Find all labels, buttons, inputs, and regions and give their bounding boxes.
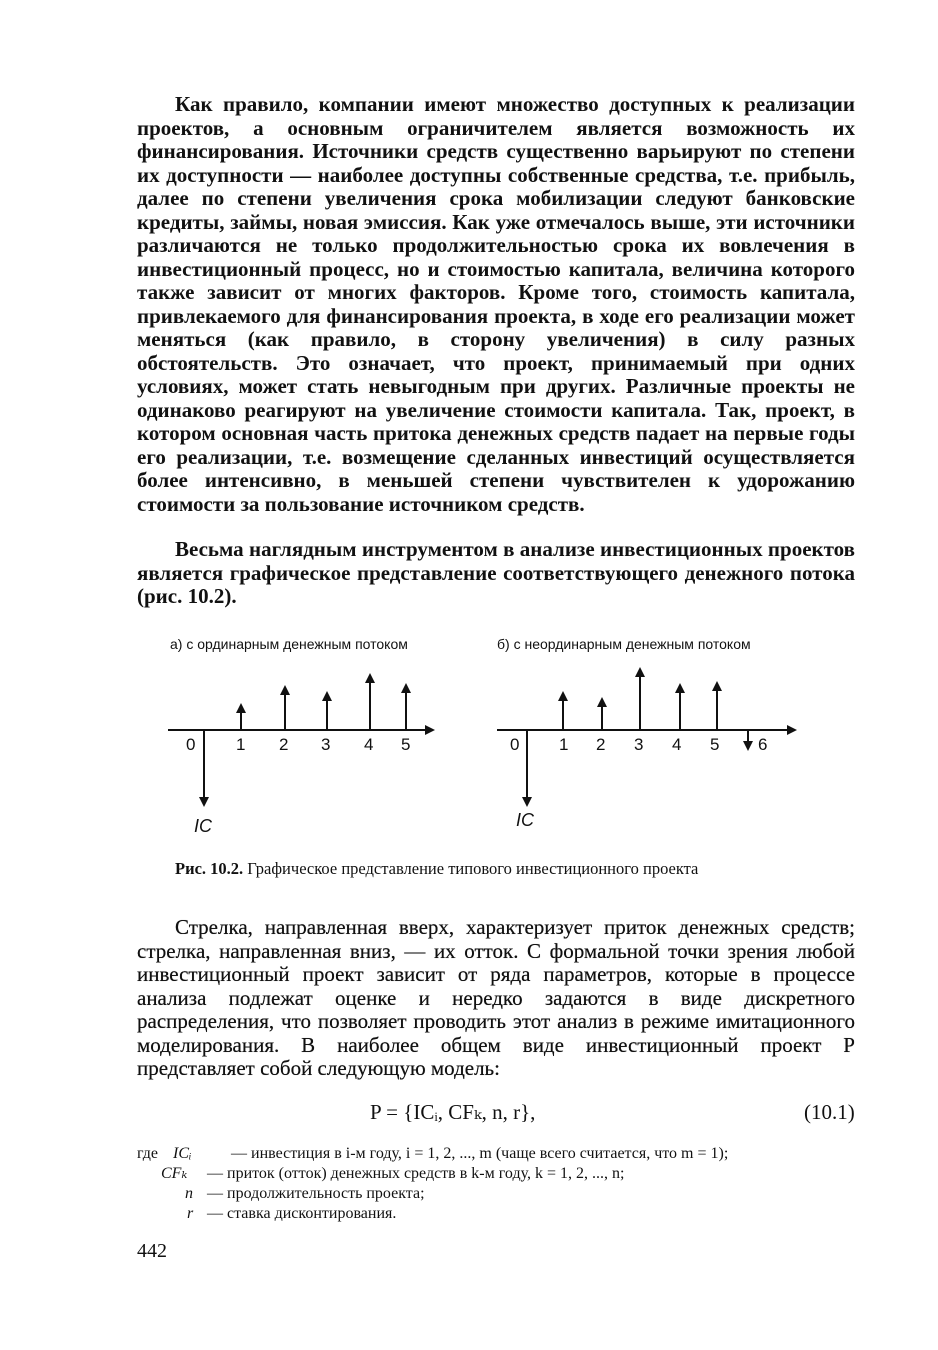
panel-a-ic-label: IC — [194, 816, 212, 836]
definition-text: — приток (отток) денежных средств в k-м году, k = 1, 2, ..., n; — [207, 1165, 625, 1182]
model-paragraph: Стрелка, направленная вверх, характеризует приток денежных средств; стрелка, направленная вниз, — их отток. С формальной точки зрения любой инвестиционный проект зависит от ряда параметров, которые в процессе анализа подлежат оценке и нередко задаются в виде дискретного распределения, что позволяет проводить этот анализ в режиме имитационного моделирования. В наиболее общем виде инвестиционный проект P представляет собой следующую модель: — [137, 915, 855, 1080]
definition-lead: где — [137, 1145, 159, 1162]
figure-caption-number: Рис. 10.2. — [175, 859, 244, 878]
definition-row — [137, 1184, 857, 1204]
definition-text: — ставка дисконтирования. — [207, 1205, 397, 1222]
panel-a-tick-3: 3 — [321, 735, 331, 754]
panel-b-tick-0: 0 — [510, 735, 520, 754]
formula-number: (10.1) — [804, 1100, 855, 1124]
figure-caption — [175, 859, 698, 879]
panel-b-tick-4: 4 — [672, 735, 682, 754]
definition-text: — продолжительность проекта; — [207, 1185, 425, 1202]
panel-a-tick-4: 4 — [364, 735, 374, 754]
definition-text: — инвестиция в i-м году, i = 1, 2, ..., m (чаще всего считается, что m = 1); — [231, 1145, 729, 1162]
panel-b-ic-label: IC — [516, 810, 534, 830]
page-number: 442 — [137, 1240, 167, 1262]
panel-a-title: а) с ординарным денежным потоком — [170, 636, 408, 652]
panel-b-diagram — [497, 672, 792, 830]
panel-b-tick-5: 5 — [710, 735, 720, 754]
panel-b-tick-1: 1 — [559, 735, 569, 754]
definition-row — [137, 1164, 857, 1184]
panel-b-tick-3: 3 — [634, 735, 644, 754]
panel-b-title: б) с неординарным денежным потоком — [497, 636, 751, 652]
figure-caption-text: Графическое представление типового инвестиционного проекта — [243, 859, 699, 878]
definition-row — [137, 1204, 857, 1224]
definition-symbol: n — [185, 1185, 193, 1202]
definition-symbol: ICᵢ — [173, 1145, 192, 1162]
model-formula: P = {ICᵢ, CFₖ, n, r}, — [370, 1100, 536, 1124]
panel-a-tick-2: 2 — [279, 735, 289, 754]
figure-reference-paragraph: Весьма наглядным инструментом в анализе инвестиционных проектов является графическое представление соответствующего денежного потока (рис. 10.2). — [137, 537, 855, 608]
panel-a-tick-5: 5 — [401, 735, 411, 754]
definitions-list — [137, 1144, 857, 1224]
intro-paragraph: Как правило, компании имеют множество доступных к реализации проектов, а основным ограничителем является возможность их финансирования. Источники средств существенно варьируют по степени их доступности — наиболее доступны собственные средства, т.е. прибыль, далее по степени увеличения срока мобилизации следуют банковские кредиты, займы, новая эмиссия. Как уже отмечалось выше, эти источники различаются не только продолжительностью срока их вовлечения в инвестиционный процесс, но и стоимостью капитала, величина которого также зависит от многих факторов. Кроме того, стоимость капитала, привлекаемого для финансирования проекта, в ходе его реализации может меняться (как правило, в сторону увеличения) в силу разных обстоятельств. Это означает, что проект, принимаемый при одних условиях, может стать невыгодным при других. Различные проекты не одинаково реагируют на увеличение стоимости капитала. Так, проект, в котором основная часть притока денежных средств падает на первые годы его реализации, т.е. возмещение сделанных инвестиций осуществляется более интенсивно, в меньшей степени чувствителен к удорожанию стоимости за пользование источником средств. — [137, 92, 855, 516]
panel-a-diagram — [168, 678, 430, 836]
panel-a-tick-1: 1 — [236, 735, 246, 754]
definition-symbol: CFₖ — [161, 1165, 188, 1182]
panel-b-tick-2: 2 — [596, 735, 606, 754]
panel-b-tick-6: 6 — [758, 735, 768, 754]
definition-row — [137, 1144, 857, 1164]
definition-symbol: r — [187, 1205, 194, 1222]
panel-a-tick-0: 0 — [186, 735, 196, 754]
